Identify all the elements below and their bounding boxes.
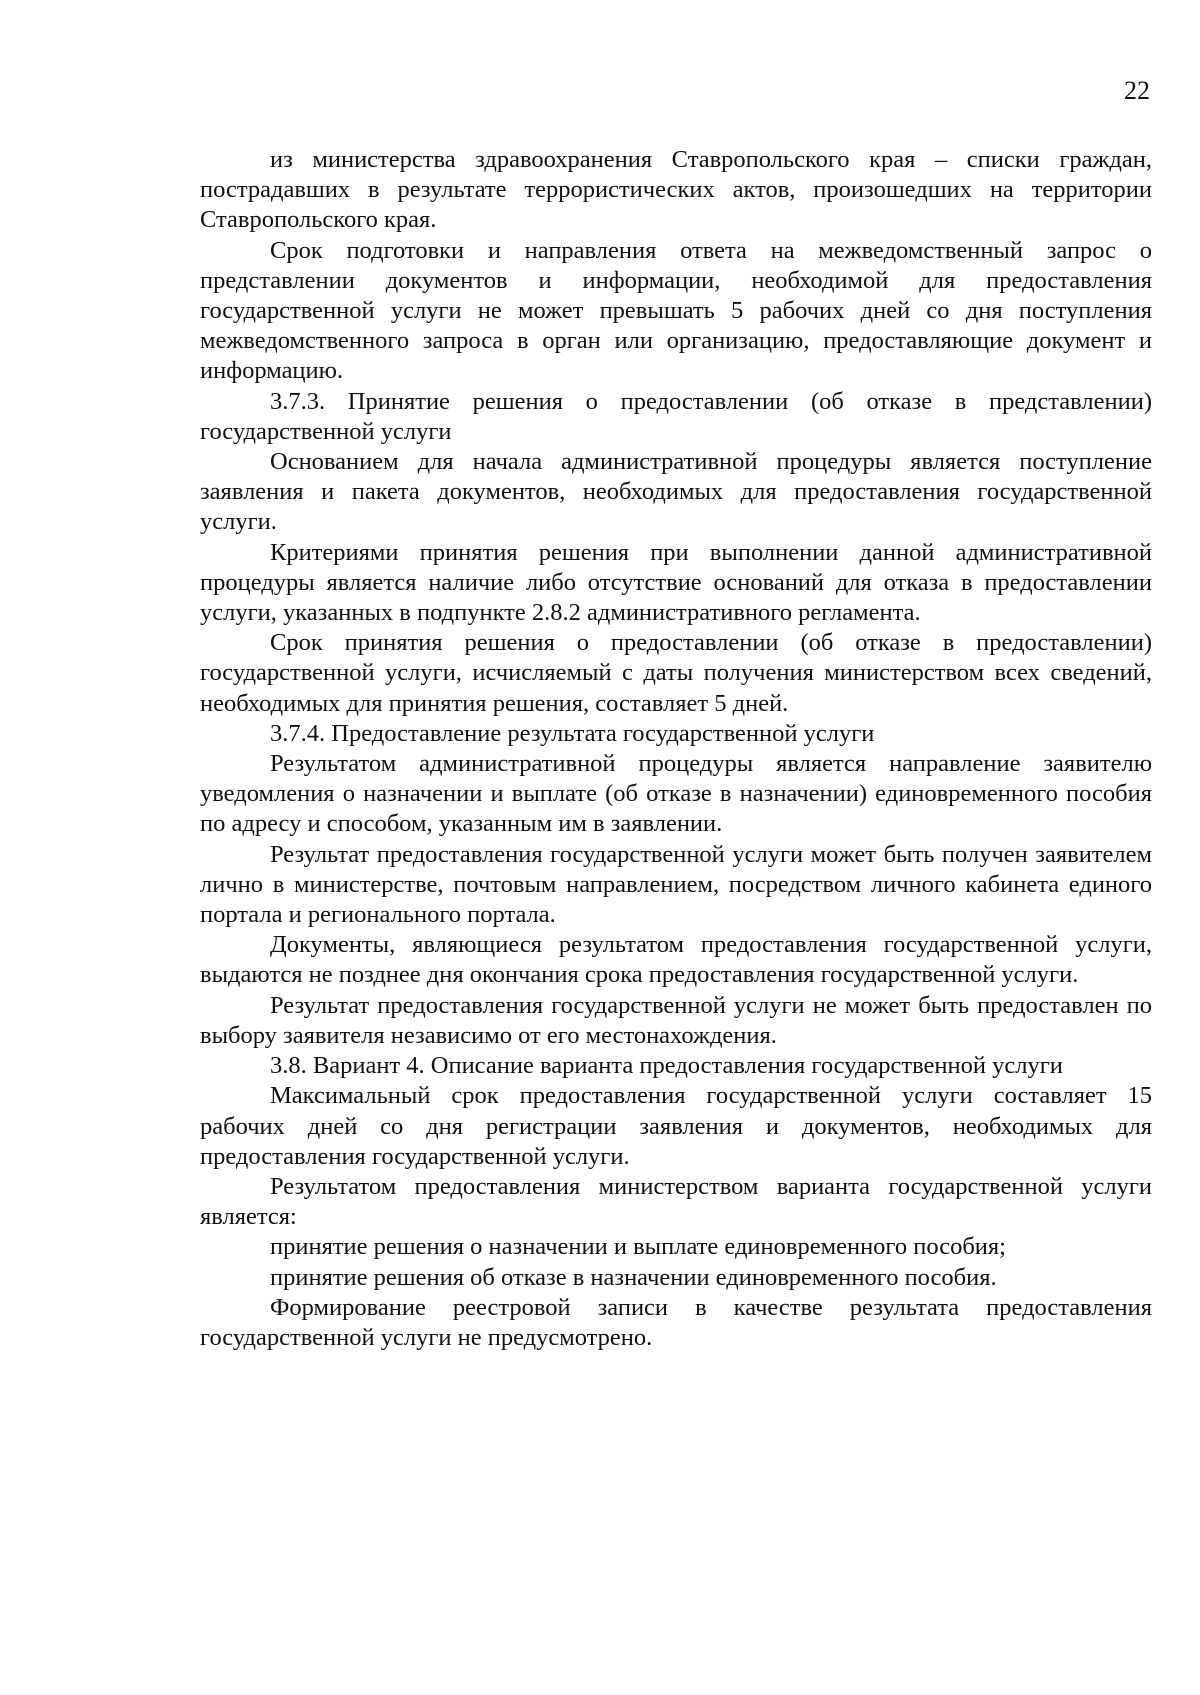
section-heading: 3.8. Вариант 4. Описание варианта предоставления государственной услуги — [270, 1052, 1063, 1080]
paragraph: Формирование реестровой записи в качестве результата предоставления государственной услуги не предусмотрено. — [200, 1293, 1152, 1351]
document-body — [200, 145, 1152, 1353]
section-heading: 3.7.4. Предоставление результата государственной услуги — [270, 719, 875, 747]
paragraph: Результат предоставления государственной услуги может быть получен заявителем лично в министерстве, почтовым направлением, посредством личного кабинета единого портала и регионального портала. — [200, 840, 1152, 929]
paragraph: Результат предоставления государственной услуги не может быть предоставлен по выбору заявителя независимо от его местонахождения. — [200, 991, 1152, 1049]
paragraph: Критериями принятия решения при выполнении данной административной процедуры является наличие либо отсутствие оснований для отказа в предоставлении услуги, указанных в подпункте 2.8.2 административного регламента. — [200, 538, 1152, 627]
paragraph: Документы, являющиеся результатом предоставления государственной услуги, выдаются не позднее дня окончания срока предоставления государственной услуги. — [200, 931, 1152, 989]
paragraph: Результатом административной процедуры является направление заявителю уведомления о назначении и выплате (об отказе в назначении) единовременного пособия по адресу и способом, указанным им в заявлении. — [200, 750, 1152, 838]
list-item: принятие решения об отказе в назначении единовременного пособия. — [270, 1263, 997, 1291]
list-item: принятие решения о назначении и выплате единовременного пособия; — [270, 1233, 1006, 1261]
paragraph: Максимальный срок предоставления государственной услуги составляет 15 рабочих дней со дня регистрации заявления и документов, необходимых для предоставления государственной услуги. — [200, 1082, 1152, 1170]
paragraph: Основанием для начала административной процедуры является поступление заявления и пакета документов, необходимых для предоставления государственной услуги. — [200, 448, 1152, 536]
paragraph: из министерства здравоохранения Ставропольского края – списки граждан, пострадавших в результате террористических актов, произошедших на территории Ставропольского края. — [200, 146, 1152, 234]
paragraph: Срок подготовки и направления ответа на межведомственный запрос о представлении документов и информации, необходимой для предоставления государственной услуги не может превышать 5 рабочих дней со дня поступления межведомственного запроса в орган или организацию, предоставляющие документ и информацию. — [200, 236, 1152, 385]
paragraph: Срок принятия решения о предоставлении (об отказе в предоставлении) государственной услуги, исчисляемый с даты получения министерством всех сведений, необходимых для принятия решения, составляет 5 дней. — [200, 629, 1152, 717]
paragraph: Результатом предоставления министерством варианта государственной услуги является: — [200, 1172, 1152, 1231]
section-heading: 3.7.3. Принятие решения о предоставлении (об отказе в представлении) государственной услуги — [200, 387, 1152, 445]
page-number: 22 — [1124, 76, 1150, 105]
